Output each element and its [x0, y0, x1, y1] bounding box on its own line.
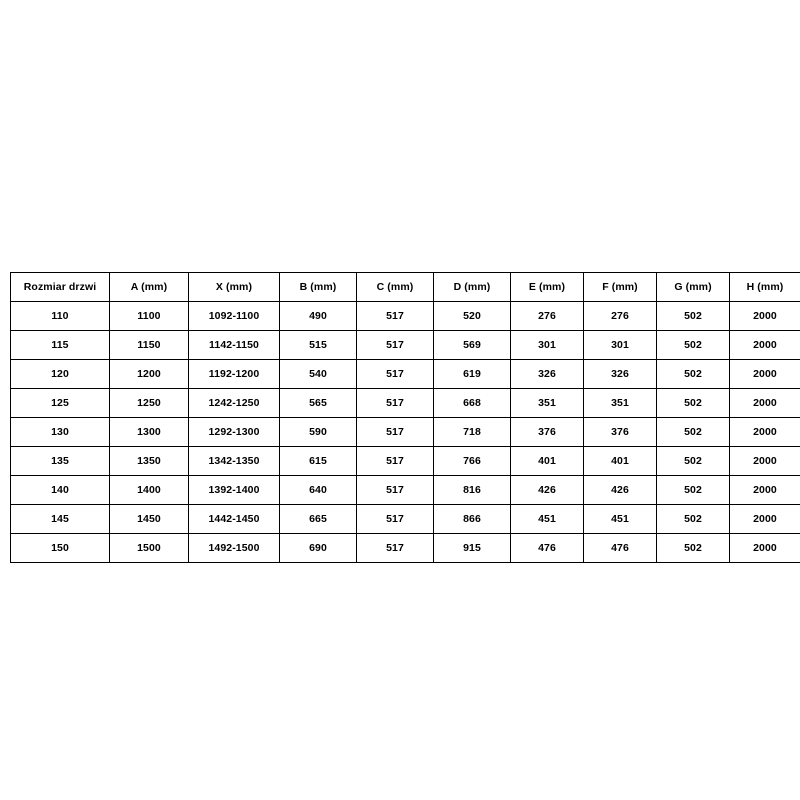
cell-a: 1150: [110, 331, 189, 360]
cell-g: 502: [657, 360, 730, 389]
cell-b: 540: [280, 360, 357, 389]
cell-e: 326: [511, 360, 584, 389]
cell-door-size: 130: [11, 418, 110, 447]
cell-a: 1300: [110, 418, 189, 447]
cell-x: 1492-1500: [189, 534, 280, 563]
cell-door-size: 145: [11, 505, 110, 534]
cell-g: 502: [657, 331, 730, 360]
cell-d: 718: [434, 418, 511, 447]
cell-x: 1442-1450: [189, 505, 280, 534]
cell-c: 517: [357, 534, 434, 563]
cell-e: 476: [511, 534, 584, 563]
table-row: [11, 331, 800, 360]
cell-x: 1192-1200: [189, 360, 280, 389]
cell-door-size: 140: [11, 476, 110, 505]
cell-f: 326: [584, 360, 657, 389]
cell-c: 517: [357, 331, 434, 360]
cell-e: 426: [511, 476, 584, 505]
cell-a: 1450: [110, 505, 189, 534]
cell-e: 276: [511, 302, 584, 331]
cell-c: 517: [357, 476, 434, 505]
cell-g: 502: [657, 447, 730, 476]
cell-d: 866: [434, 505, 511, 534]
column-header-g: G (mm): [657, 273, 730, 302]
cell-b: 690: [280, 534, 357, 563]
cell-b: 515: [280, 331, 357, 360]
cell-f: 351: [584, 389, 657, 418]
cell-g: 502: [657, 534, 730, 563]
column-header-d: D (mm): [434, 273, 511, 302]
cell-door-size: 125: [11, 389, 110, 418]
cell-b: 665: [280, 505, 357, 534]
table-row: [11, 505, 800, 534]
cell-x: 1342-1350: [189, 447, 280, 476]
cell-d: 766: [434, 447, 511, 476]
cell-e: 376: [511, 418, 584, 447]
cell-a: 1400: [110, 476, 189, 505]
cell-h: 2000: [730, 534, 800, 563]
cell-h: 2000: [730, 302, 800, 331]
table-row: [11, 360, 800, 389]
cell-c: 517: [357, 505, 434, 534]
column-header-e: E (mm): [511, 273, 584, 302]
cell-h: 2000: [730, 331, 800, 360]
cell-g: 502: [657, 476, 730, 505]
cell-door-size: 150: [11, 534, 110, 563]
cell-g: 502: [657, 505, 730, 534]
cell-a: 1350: [110, 447, 189, 476]
cell-x: 1242-1250: [189, 389, 280, 418]
cell-x: 1092-1100: [189, 302, 280, 331]
cell-f: 476: [584, 534, 657, 563]
cell-door-size: 135: [11, 447, 110, 476]
cell-b: 565: [280, 389, 357, 418]
cell-h: 2000: [730, 418, 800, 447]
table-row: [11, 389, 800, 418]
column-header-a: A (mm): [110, 273, 189, 302]
table-row: [11, 302, 800, 331]
cell-f: 376: [584, 418, 657, 447]
cell-d: 668: [434, 389, 511, 418]
cell-e: 351: [511, 389, 584, 418]
cell-e: 451: [511, 505, 584, 534]
cell-c: 517: [357, 447, 434, 476]
cell-g: 502: [657, 418, 730, 447]
table-header-row: [11, 273, 800, 302]
cell-g: 502: [657, 389, 730, 418]
cell-x: 1142-1150: [189, 331, 280, 360]
cell-a: 1200: [110, 360, 189, 389]
column-header-c: C (mm): [357, 273, 434, 302]
cell-a: 1250: [110, 389, 189, 418]
column-header-h: H (mm): [730, 273, 800, 302]
cell-d: 816: [434, 476, 511, 505]
cell-h: 2000: [730, 389, 800, 418]
cell-door-size: 115: [11, 331, 110, 360]
cell-b: 490: [280, 302, 357, 331]
cell-a: 1500: [110, 534, 189, 563]
column-header-b: B (mm): [280, 273, 357, 302]
cell-a: 1100: [110, 302, 189, 331]
column-header-x: X (mm): [189, 273, 280, 302]
table-row: [11, 418, 800, 447]
cell-f: 301: [584, 331, 657, 360]
cell-d: 569: [434, 331, 511, 360]
cell-h: 2000: [730, 505, 800, 534]
cell-f: 401: [584, 447, 657, 476]
cell-h: 2000: [730, 476, 800, 505]
door-dimensions-table: [10, 272, 800, 563]
cell-f: 451: [584, 505, 657, 534]
column-header-door-size: Rozmiar drzwi: [11, 273, 110, 302]
cell-x: 1292-1300: [189, 418, 280, 447]
table-header: [11, 273, 800, 302]
cell-f: 426: [584, 476, 657, 505]
cell-c: 517: [357, 302, 434, 331]
table-body: [11, 302, 800, 563]
spec-table-container: [10, 272, 790, 563]
cell-e: 401: [511, 447, 584, 476]
cell-b: 615: [280, 447, 357, 476]
cell-g: 502: [657, 302, 730, 331]
column-header-f: F (mm): [584, 273, 657, 302]
cell-h: 2000: [730, 447, 800, 476]
cell-h: 2000: [730, 360, 800, 389]
cell-d: 619: [434, 360, 511, 389]
cell-door-size: 120: [11, 360, 110, 389]
table-row: [11, 447, 800, 476]
cell-x: 1392-1400: [189, 476, 280, 505]
cell-b: 590: [280, 418, 357, 447]
cell-d: 915: [434, 534, 511, 563]
table-row: [11, 534, 800, 563]
cell-e: 301: [511, 331, 584, 360]
cell-c: 517: [357, 418, 434, 447]
cell-d: 520: [434, 302, 511, 331]
cell-f: 276: [584, 302, 657, 331]
cell-b: 640: [280, 476, 357, 505]
cell-door-size: 110: [11, 302, 110, 331]
cell-c: 517: [357, 360, 434, 389]
table-row: [11, 476, 800, 505]
cell-c: 517: [357, 389, 434, 418]
